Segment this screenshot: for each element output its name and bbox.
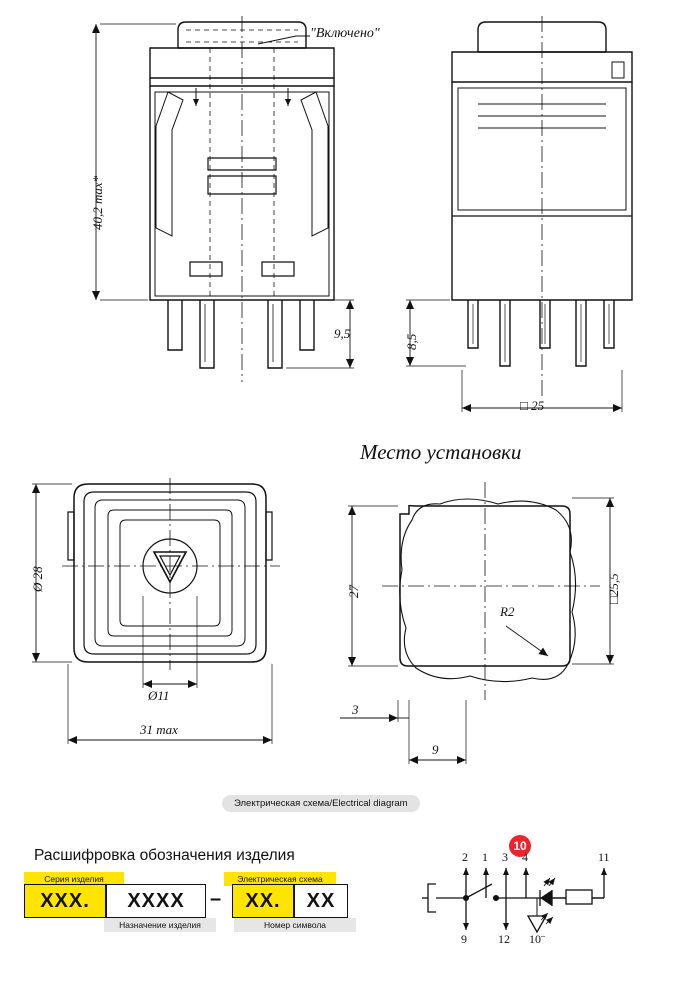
terminal-bottom-10: 10¨ bbox=[529, 932, 545, 946]
dim-label-front-pin: 9,5 bbox=[334, 326, 351, 341]
tag-symbol: Номер символа bbox=[234, 918, 356, 932]
terminal-top-3: 3 bbox=[502, 850, 508, 864]
leader-r2 bbox=[506, 626, 548, 656]
schematic-badge-10: 10 bbox=[509, 835, 531, 857]
mounting-view-title: Место установки bbox=[360, 440, 522, 464]
label-vklyucheno: "Включено" bbox=[310, 26, 380, 41]
label-radius-r2: R2 bbox=[500, 604, 515, 619]
dim-label-mounting-square: □25,5 bbox=[606, 573, 621, 604]
dim-label-side-width: □ 25 bbox=[520, 398, 545, 413]
electrical-diagram-caption: Электрическая схема/Electrical diagram bbox=[222, 795, 420, 812]
dim-label-side-pin: 8,5 bbox=[404, 333, 419, 350]
code-series: XXX. bbox=[24, 884, 106, 918]
dim-label-plan-width: 31 max bbox=[140, 722, 178, 737]
decoding-title: Расшифровка обозначения изделия bbox=[34, 847, 295, 864]
dim-front-height bbox=[96, 24, 176, 300]
dim-mounting-3 bbox=[340, 700, 409, 722]
code-symbol: XX bbox=[294, 884, 348, 918]
dim-label-mounting-3: 3 bbox=[352, 702, 359, 717]
tag-scheme: Электрическая схема bbox=[224, 872, 336, 886]
tag-series: Серия изделия bbox=[24, 872, 124, 886]
code-separator: – bbox=[210, 888, 222, 910]
dim-label-front-height: 40,2 max* bbox=[90, 175, 105, 230]
dim-label-mounting-9: 9 bbox=[432, 742, 439, 757]
terminal-top-4: 4 bbox=[522, 850, 528, 864]
dim-label-mounting-height: 27 bbox=[346, 585, 361, 598]
terminal-bottom-9: 9 bbox=[461, 932, 467, 946]
schematic-geometry bbox=[422, 868, 604, 932]
terminal-top-2: 2 bbox=[462, 850, 468, 864]
dim-label-plan-diameter-inner: Ø11 bbox=[148, 688, 170, 703]
tag-purpose: Назначение изделия bbox=[104, 918, 216, 932]
code-scheme: XX. bbox=[232, 884, 294, 918]
code-purpose: XXXX bbox=[106, 884, 206, 918]
terminal-top-11: 11 bbox=[598, 850, 610, 864]
mounting-view-geometry bbox=[400, 499, 576, 682]
terminal-bottom-12: 12 bbox=[498, 932, 510, 946]
dim-label-plan-diameter-outer: Ø 28 bbox=[30, 566, 45, 592]
terminal-top-1: 1 bbox=[482, 850, 488, 864]
leader-vklyucheno bbox=[258, 36, 310, 44]
